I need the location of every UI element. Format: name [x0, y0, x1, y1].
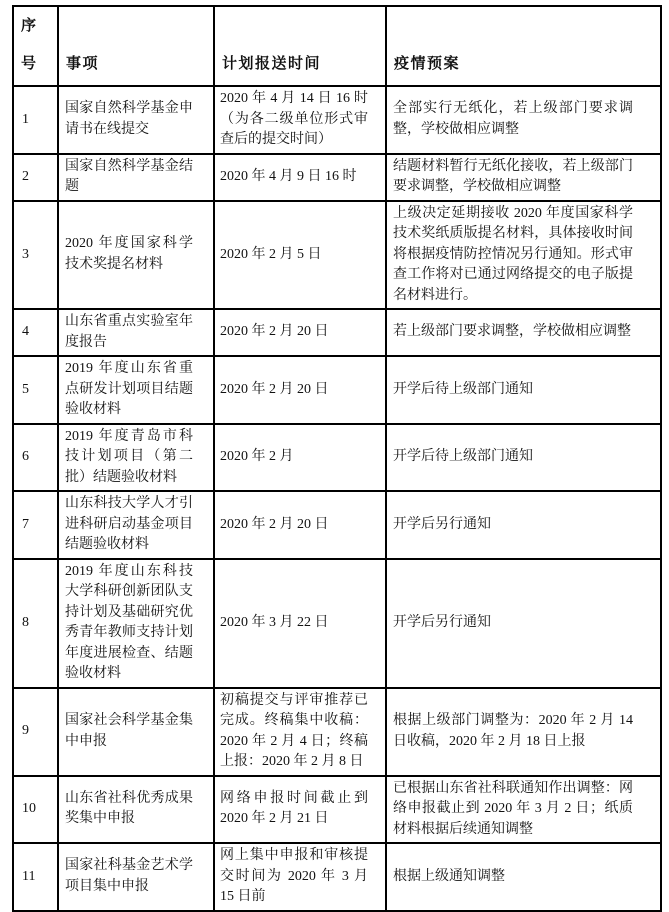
plan-cell: 开学后待上级部门通知 — [386, 356, 661, 424]
plan-cell: 开学后另行通知 — [386, 559, 661, 688]
plan-cell: 全部实行无纸化，若上级部门要求调整，学校做相应调整 — [386, 86, 661, 154]
schedule-table — [12, 5, 662, 912]
table-row — [13, 356, 661, 424]
row-index-cell: 1 — [13, 86, 58, 154]
table-row — [13, 491, 661, 559]
table-row — [13, 559, 661, 688]
item-cell: 国家自然科学基金申请书在线提交 — [58, 86, 214, 154]
col-header-time: 计划报送时间 — [214, 6, 386, 86]
plan-cell: 若上级部门要求调整，学校做相应调整 — [386, 309, 661, 356]
col-header-plan: 疫情预案 — [386, 6, 661, 86]
time-cell: 2020 年 2 月 20 日 — [214, 491, 386, 559]
row-index-cell: 7 — [13, 491, 58, 559]
col-header-item: 事项 — [58, 6, 214, 86]
item-cell: 2019 年度山东科技大学科研创新团队支持计划及基础研究优秀青年教师支持计划年度进展检查、结题验收材料 — [58, 559, 214, 688]
item-cell: 2019 年度山东省重点研发计划项目结题验收材料 — [58, 356, 214, 424]
plan-cell: 开学后另行通知 — [386, 491, 661, 559]
item-cell: 2019 年度青岛市科技计划项目（第二批）结题验收材料 — [58, 424, 214, 492]
row-index-cell: 2 — [13, 154, 58, 201]
row-index-cell: 10 — [13, 776, 58, 844]
table-row — [13, 843, 661, 911]
table-row — [13, 688, 661, 776]
table-header-row — [13, 6, 661, 86]
table-row — [13, 776, 661, 844]
row-index-cell: 3 — [13, 201, 58, 310]
row-index-cell: 8 — [13, 559, 58, 688]
time-cell: 2020 年 2 月 20 日 — [214, 356, 386, 424]
row-index-cell: 9 — [13, 688, 58, 776]
row-index-cell: 6 — [13, 424, 58, 492]
time-cell: 2020 年 2 月 — [214, 424, 386, 492]
item-cell: 国家社科基金艺术学项目集中申报 — [58, 843, 214, 911]
item-cell: 山东省重点实验室年度报告 — [58, 309, 214, 356]
time-cell: 2020 年 4 月 14 日 16 时（为各二级单位形式审查后的提交时间） — [214, 86, 386, 154]
row-index-cell: 5 — [13, 356, 58, 424]
time-cell: 2020 年 4 月 9 日 16 时 — [214, 154, 386, 201]
item-cell: 山东科技大学人才引进科研启动基金项目结题验收材料 — [58, 491, 214, 559]
plan-cell: 根据上级部门调整为：2020 年 2 月 14 日收稿，2020 年 2 月 18 日上报 — [386, 688, 661, 776]
time-cell: 网络申报时间截止到 2020 年 2 月 21 日 — [214, 776, 386, 844]
plan-cell: 结题材料暂行无纸化接收，若上级部门要求调整，学校做相应调整 — [386, 154, 661, 201]
item-cell: 2020 年度国家科学技术奖提名材料 — [58, 201, 214, 310]
row-index-cell: 4 — [13, 309, 58, 356]
time-cell: 2020 年 2 月 20 日 — [214, 309, 386, 356]
time-cell: 2020 年 2 月 5 日 — [214, 201, 386, 310]
time-cell: 网上集中申报和审核提交时间为 2020 年 3 月 15 日前 — [214, 843, 386, 911]
plan-cell: 已根据山东省社科联通知作出调整：网络申报截止到 2020 年 3 月 2 日；纸质材料根据后续通知调整 — [386, 776, 661, 844]
table-row — [13, 309, 661, 356]
row-index-cell: 11 — [13, 843, 58, 911]
plan-cell: 上级决定延期接收 2020 年度国家科学技术奖纸质版提名材料，具体接收时间将根据疫情防控情况另行通知。形式审查工作将对已通过网络提交的电子版提名材料进行。 — [386, 201, 661, 310]
plan-cell: 开学后待上级部门通知 — [386, 424, 661, 492]
table-row — [13, 201, 661, 310]
table-row — [13, 154, 661, 201]
time-cell: 初稿提交与评审推荐已完成。终稿集中收稿：2020 年 2 月 4 日；终稿上报：2020 年 2 月 8 日 — [214, 688, 386, 776]
time-cell: 2020 年 3 月 22 日 — [214, 559, 386, 688]
col-header-index: 序号 — [13, 6, 58, 86]
plan-cell: 根据上级通知调整 — [386, 843, 661, 911]
item-cell: 国家自然科学基金结题 — [58, 154, 214, 201]
item-cell: 山东省社科优秀成果奖集中申报 — [58, 776, 214, 844]
table-row — [13, 424, 661, 492]
item-cell: 国家社会科学基金集中申报 — [58, 688, 214, 776]
table-row — [13, 86, 661, 154]
